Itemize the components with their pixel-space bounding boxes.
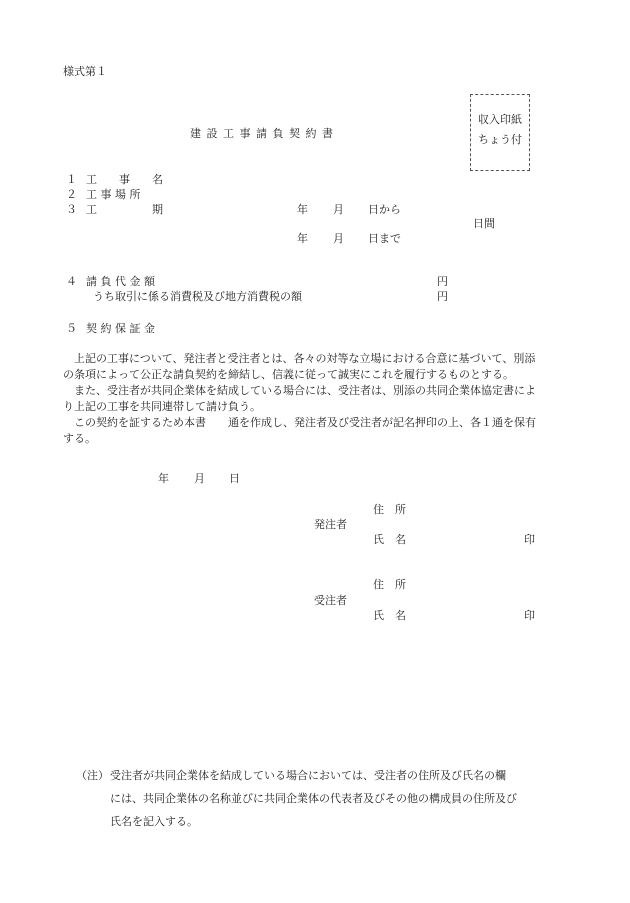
note-line-3: 氏名を記入する。 xyxy=(110,815,198,828)
body-paragraph-3: この契約を証するため本書 通を作成し、発注者及び受注者が記名押印の上、各１通を保有する。 xyxy=(63,416,536,445)
item-4-number: ４ xyxy=(66,275,77,288)
note-line-1: 受注者が共同企業体を結成している場合においては、受注者の住所及び氏名の欄 xyxy=(110,769,506,782)
tax-amount-label: うち取引に係る消費税及び地方消費税の額 xyxy=(93,290,302,303)
item-5-number: ５ xyxy=(66,322,77,335)
form-number: 様式第１ xyxy=(63,65,107,78)
body-paragraph-1: 上記の工事について、発注者と受注者とは、各々の対等な立場における合意に基づいて、別添の条項によって公正な請負契約を締結し、信義に従って誠実にこれを履行するものとする。 xyxy=(63,352,536,381)
orderer-address-label: 住 所 xyxy=(373,503,406,516)
period-from-year: 年 xyxy=(297,203,308,216)
item-3-number: ３ xyxy=(66,203,77,216)
orderer-role: 発注者 xyxy=(314,518,347,531)
body-text xyxy=(63,351,543,447)
body-paragraph-2: また、受注者が共同企業体を結成している場合には、受注者は、別添の共同企業体協定書により上記の工事を共同連帯して請け負う。 xyxy=(63,384,536,413)
period-from-day: 日から xyxy=(368,203,401,216)
period-to-day: 日まで xyxy=(368,232,401,245)
period-from-month: 月 xyxy=(333,203,344,216)
contract-guarantee-label: 契 約 保 証 金 xyxy=(86,322,155,335)
contract-price-label: 請 負 代 金 額 xyxy=(86,275,155,288)
contract-price-unit: 円 xyxy=(437,275,448,288)
date-month: 月 xyxy=(194,472,205,485)
orderer-seal: 印 xyxy=(524,533,535,546)
item-2-number: ２ xyxy=(66,188,77,201)
revenue-stamp-box xyxy=(470,94,530,171)
tax-amount-unit: 円 xyxy=(437,290,448,303)
period-to-year: 年 xyxy=(297,232,308,245)
contractor-role: 受注者 xyxy=(314,594,347,607)
contractor-name-label: 氏 名 xyxy=(373,609,406,622)
revenue-stamp-line2: ちょう付 xyxy=(478,133,522,146)
revenue-stamp-line1: 収入印紙 xyxy=(478,113,522,126)
item-3-label: 工 期 xyxy=(86,203,163,216)
note-line-2: には、共同企業体の名称並びに共同企業体の代表者及びその他の構成員の住所及び xyxy=(110,792,517,805)
date-day: 日 xyxy=(229,472,240,485)
period-to-month: 月 xyxy=(333,232,344,245)
item-1-label: 工 事 名 xyxy=(86,173,163,186)
period-days: 日間 xyxy=(473,217,495,230)
contractor-address-label: 住 所 xyxy=(373,578,406,591)
orderer-name-label: 氏 名 xyxy=(373,533,406,546)
contractor-seal: 印 xyxy=(524,609,535,622)
document-title: 建 設 工 事 請 負 契 約 書 xyxy=(190,127,334,140)
date-year: 年 xyxy=(158,472,169,485)
item-2-label: 工 事 場 所 xyxy=(86,188,141,201)
item-1-number: １ xyxy=(66,173,77,186)
note-label: （注） xyxy=(76,769,109,782)
